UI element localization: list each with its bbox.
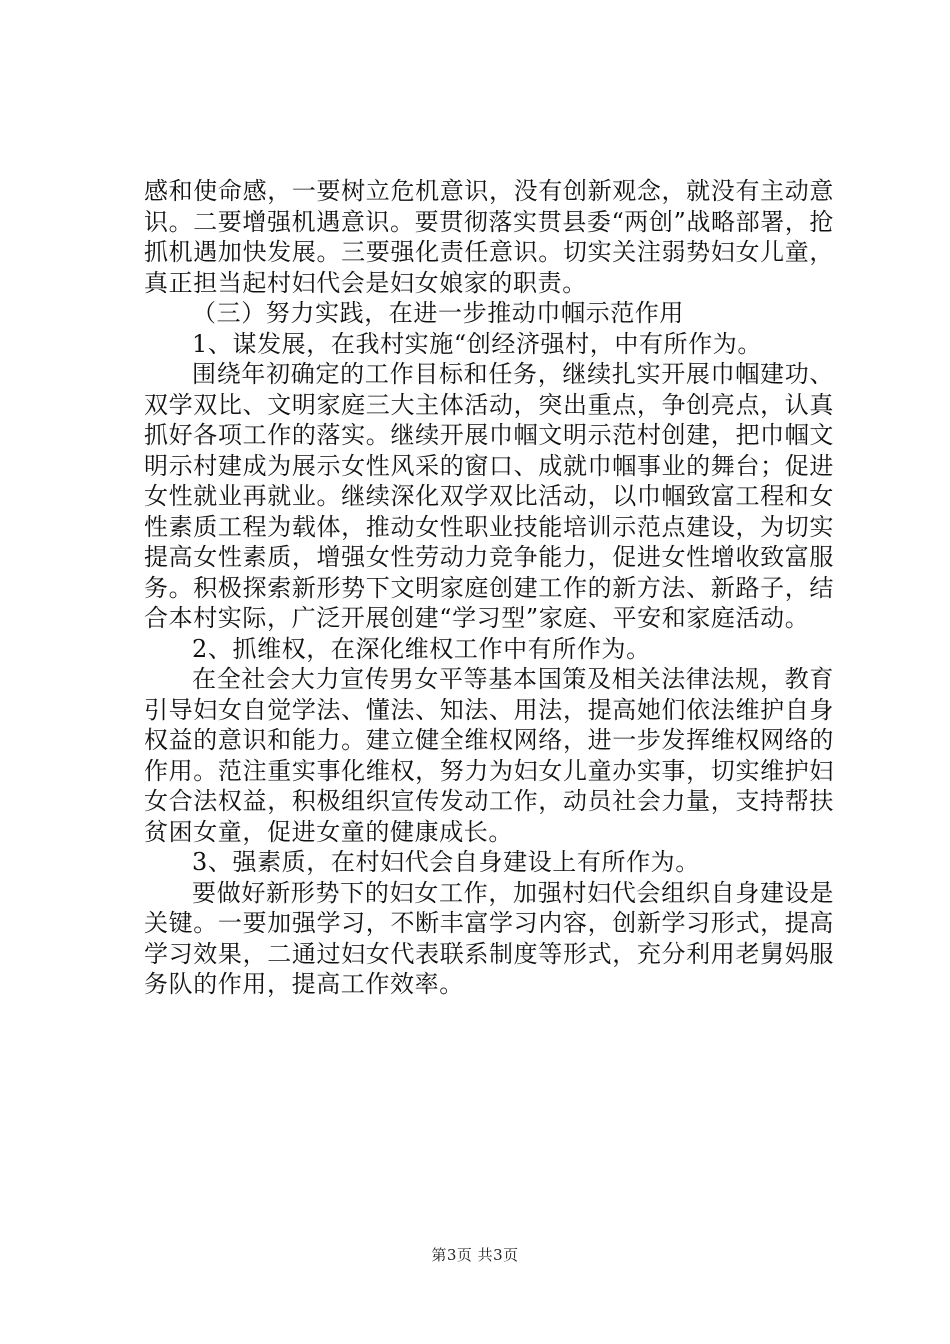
document-body (144, 176, 834, 1000)
paragraph-quality: 要做好新形势下的妇女工作，加强村妇代会组织自身建设是关键。一要加强学习，不断丰富学习内容，创新学习形式，提高学习效果，二通过妇女代表联系制度等形式，充分利用老舅妈服务队的作用，提高工作效率。 (144, 878, 834, 998)
section-heading-three: （三）努力实践，在进一步推动巾帼示范作用 (192, 299, 684, 327)
subheading-quality: 3、强素质，在村妇代会自身建设上有所作为。 (192, 848, 700, 876)
subheading-develop: 1、谋发展，在我村实施“创经济强村，中有所作为。 (192, 329, 762, 358)
subheading-rights: 2、抓维权，在深化维权工作中有所作为。 (192, 634, 651, 663)
paragraph-rights: 在全社会大力宣传男女平等基本国策及相关法律法规，教育引导妇女自觉学法、懂法、知法、用法，提高她们依法维护自身权益的意识和能力。建立健全维权网络，进一步发挥维权网络的作用。范注重实事化维权，努力为妇女儿童办实事，切实维护妇女合法权益，积极组织宣传发动工作，动员社会力量，支持帮扶贫困女童，促进女童的健康成长。 (144, 665, 834, 846)
page-footer: 第3页 共3页 (431, 1246, 519, 1264)
paragraph-develop: 围绕年初确定的工作目标和任务，继续扎实开展巾帼建功、双学双比、文明家庭三大主体活动，突出重点，争创亮点，认真抓好各项工作的落实。继续开展巾帼文明示范村创建，把巾帼文明示村建成为展示女性风采的窗口、成就巾帼事业的舞台；促进女性就业再就业。继续深化双学双比活动，以巾帼致富工程和女性素质工程为载体，推动女性职业技能培训示范点建设，为切实提高女性素质，增强女性劳动力竞争能力，促进女性增收致富服务。积极探索新形势下文明家庭创建工作的新方法、新路子，结合本村实际，广泛开展创建“学习型”家庭、平安和家庭活动。 (144, 360, 834, 632)
paragraph-continuation: 感和使命感，一要树立危机意识，没有创新观念，就没有主动意识。二要增强机遇意识。要贯彻落实贯县委“两创”战略部署，抢抓机遇加快发展。三要强化责任意识。切实关注弱势妇女儿童，真正担当起村妇代会是妇女娘家的职责。 (144, 177, 834, 297)
